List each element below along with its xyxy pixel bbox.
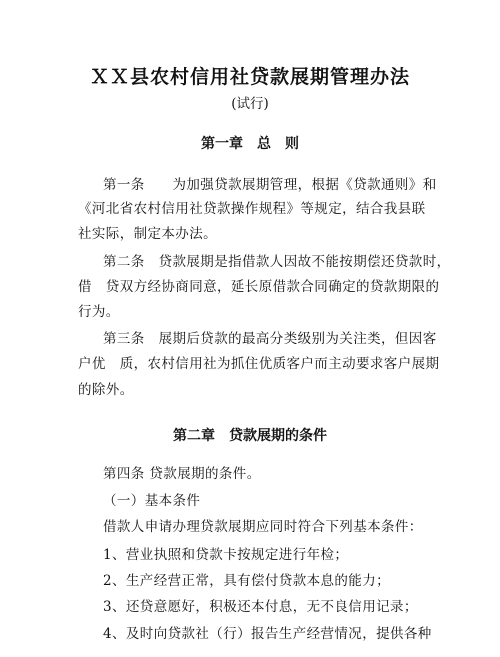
- basic-conditions-intro: 借款人申请办理贷款展期应同时符合下列基本条件：: [103, 519, 423, 535]
- condition-2: 2、生产经营正常，具有偿付贷款本息的能力；: [103, 573, 390, 589]
- chapter-heading-1: 第一章 总 则: [201, 136, 299, 152]
- article-3-line-3: 的除外。: [78, 382, 134, 398]
- article-1-line-2: 《河北省农村信用社贷款操作规程》等规定，结合我县联: [78, 201, 426, 217]
- document-title: ＸＸ县农村信用社贷款展期管理办法: [89, 66, 410, 88]
- article-2-line-2: 借 贷双方经协商同意，延长原借款合同确定的贷款期限的: [78, 279, 440, 295]
- article-1-line-3: 社实际，制定本办法。: [78, 226, 217, 242]
- article-3-line-2: 户优 质，农村信用社为抓住优质客户而主动要求客户展期: [78, 356, 440, 372]
- article-4: 第四条 贷款展期的条件。: [103, 466, 261, 482]
- basic-conditions-heading: （一）基本条件: [103, 493, 201, 509]
- condition-1: 1、营业执照和贷款卡按规定进行年检；: [103, 547, 349, 563]
- chapter-heading-2: 第二章 贷款展期的条件: [173, 428, 327, 444]
- condition-4: 4、及时向贷款社（行）报告生产经营情况，提供各种: [103, 626, 432, 642]
- article-2-line-1: 第二条 贷款展期是指借款人因故不能按期偿还贷款时，: [103, 254, 451, 270]
- article-1-line-1: 第一条 为加强贷款展期管理，根据《贷款通则》和: [103, 177, 437, 193]
- article-3-line-1: 第三条 展期后贷款的最高分类级别为关注类，但因客: [103, 331, 437, 347]
- article-2-line-3: 行为。: [78, 304, 120, 320]
- document-subtitle: (试行): [231, 96, 269, 112]
- condition-3: 3、还贷意愿好，积极还本付息，无不良信用记录；: [103, 599, 418, 615]
